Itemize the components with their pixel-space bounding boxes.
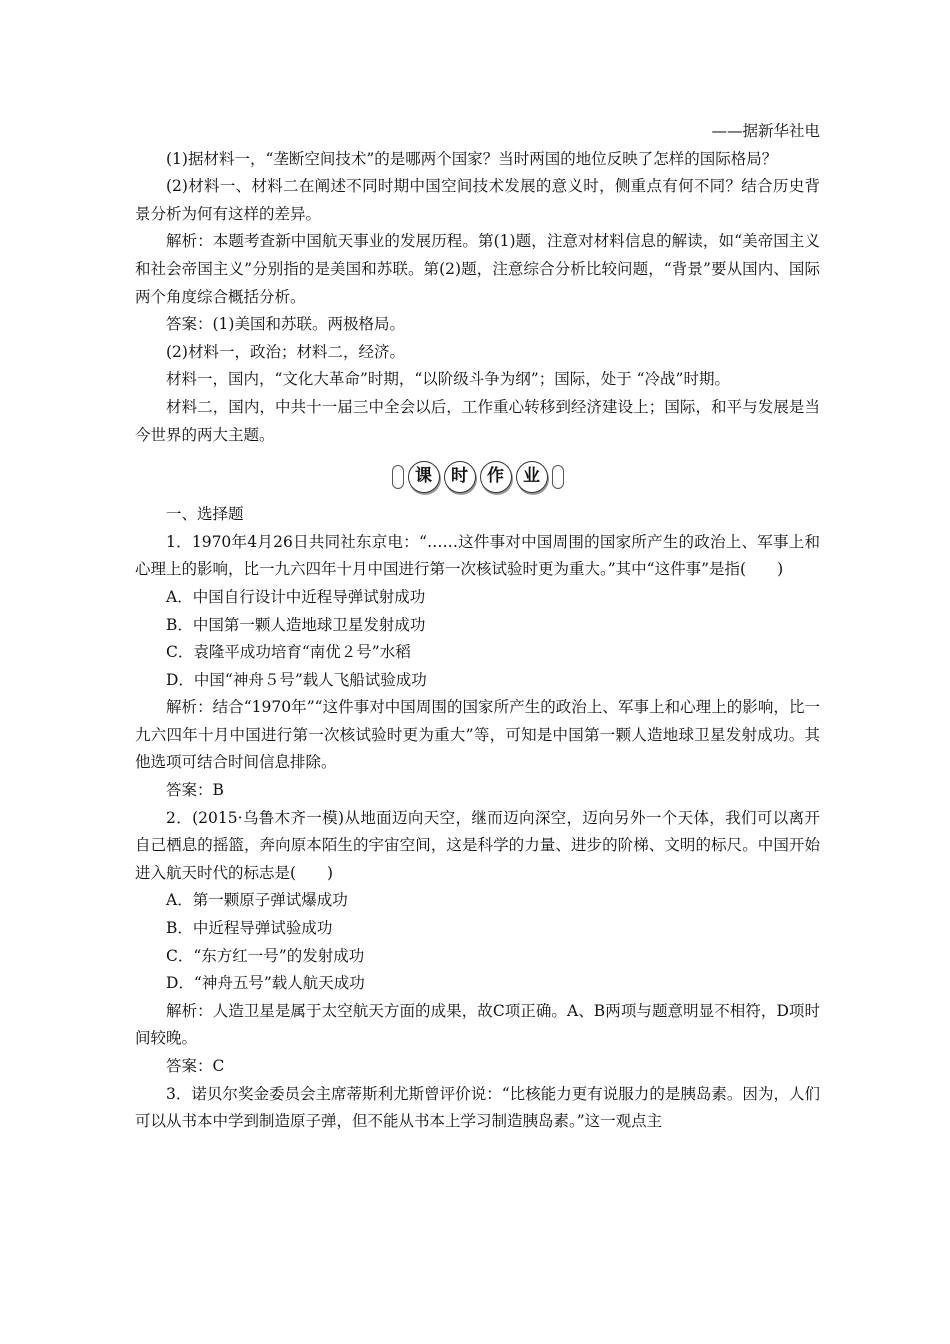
question-2-answer: 答案：C <box>166 1057 225 1075</box>
question-1-analysis: 解析：结合“1970年”“这件事对中国周围的国家所产生的政治上、军事上和心理上的影响，比一九六四年十月中国进行第一次核试验时更为重大”等，可知是中国第一颗人造地球卫星发射成功。其他选项可结合时间信息排除。 <box>135 698 820 772</box>
analysis-paragraph: 解析：本题考查新中国航天事业的发展历程。第(1)题，注意对材料信息的解读，如“美帝国主义和社会帝国主义”分别指的是美国和苏联。第(2)题，注意综合分析比较问题，“背景”要从国内、国际两个角度综合概括分析。 <box>135 232 820 306</box>
answer-line-2: (2)材料一，政治；材料二，经济。 <box>166 342 405 361</box>
question-1-option-d: D．中国“神舟５号”载人飞船试验成功 <box>166 670 427 689</box>
question-1-answer: 答案：B <box>166 781 224 800</box>
question-2-option-b: B．中近程导弹试验成功 <box>166 919 333 938</box>
source-line: ——据新华社电 <box>711 122 820 140</box>
question-1-option-b: B．中国第一颗人造地球卫星发射成功 <box>166 615 426 634</box>
banner-left-decoration <box>392 465 404 489</box>
banner-char-1: 课 <box>408 461 440 493</box>
homework-banner <box>135 455 820 499</box>
question-3-stem: 3．诺贝尔奖金委员会主席蒂斯利尤斯曾评价说：“比核能力更有说服力的是胰岛素。因为，人们可以从书本中学到制造原子弹，但不能从书本上学习制造胰岛素。”这一观点主 <box>135 1084 820 1131</box>
question-1-option-a: A．中国自行设计中近程导弹试射成功 <box>166 587 426 606</box>
question-part-2: (2)材料一、材料二在阐述不同时期中国空间技术发展的意义时，侧重点有何不同？结合历史背景分析为何有这样的差异。 <box>135 177 820 223</box>
question-part-1: (1)据材料一，“垄断空间技术”的是哪两个国家？当时两国的地位反映了怎样的国际格局？ <box>166 149 778 168</box>
section-title: 一、选择题 <box>166 505 244 524</box>
question-2-option-d: D．“神舟五号”载人航天成功 <box>166 974 365 993</box>
question-2-option-c: C．“东方红一号”的发射成功 <box>166 946 365 965</box>
banner-right-decoration <box>552 465 564 489</box>
answer-line-4: 材料二，国内，中共十一届三中全会以后，工作重心转移到经济建设上；国际，和平与发展是当今世界的两大主题。 <box>135 397 820 444</box>
banner-char-3: 作 <box>480 461 512 493</box>
banner-char-4: 业 <box>516 461 548 493</box>
question-2-stem: 2．(2015·乌鲁木齐一模)从地面迈向天空，继而迈向深空，迈向另外一个天体，我们可以离开自己栖息的摇篮，奔向原本陌生的宇宙空间，这是科学的力量、进步的阶梯、文明的标尺。中国开始进入航天时代的标志是( ) <box>135 808 820 882</box>
question-2-analysis: 解析：人造卫星是属于太空航天方面的成果，故C项正确。A、B两项与题意明显不相符，D项时间较晚。 <box>135 1001 820 1048</box>
banner-char-2: 时 <box>444 461 476 493</box>
answer-line-3: 材料一，国内，“文化大革命”时期，“以阶级斗争为纲”；国际，处于 “冷战”时期。 <box>166 370 730 389</box>
question-1-option-c: C．袁隆平成功培育“南优２号”水稻 <box>166 643 411 662</box>
question-2-option-a: A．第一颗原子弹试爆成功 <box>166 891 348 910</box>
document-page <box>135 118 820 1136</box>
answer-line-1: 答案：(1)美国和苏联。两极格局。 <box>166 315 405 334</box>
question-1-stem: 1．1970年4月26日共同社东京电：“……这件事对中国周围的国家所产生的政治上、军事上和心理上的影响，比一九六四年十月中国进行第一次核试验时更为重大。”其中“这件事”是指( ) <box>135 532 820 579</box>
